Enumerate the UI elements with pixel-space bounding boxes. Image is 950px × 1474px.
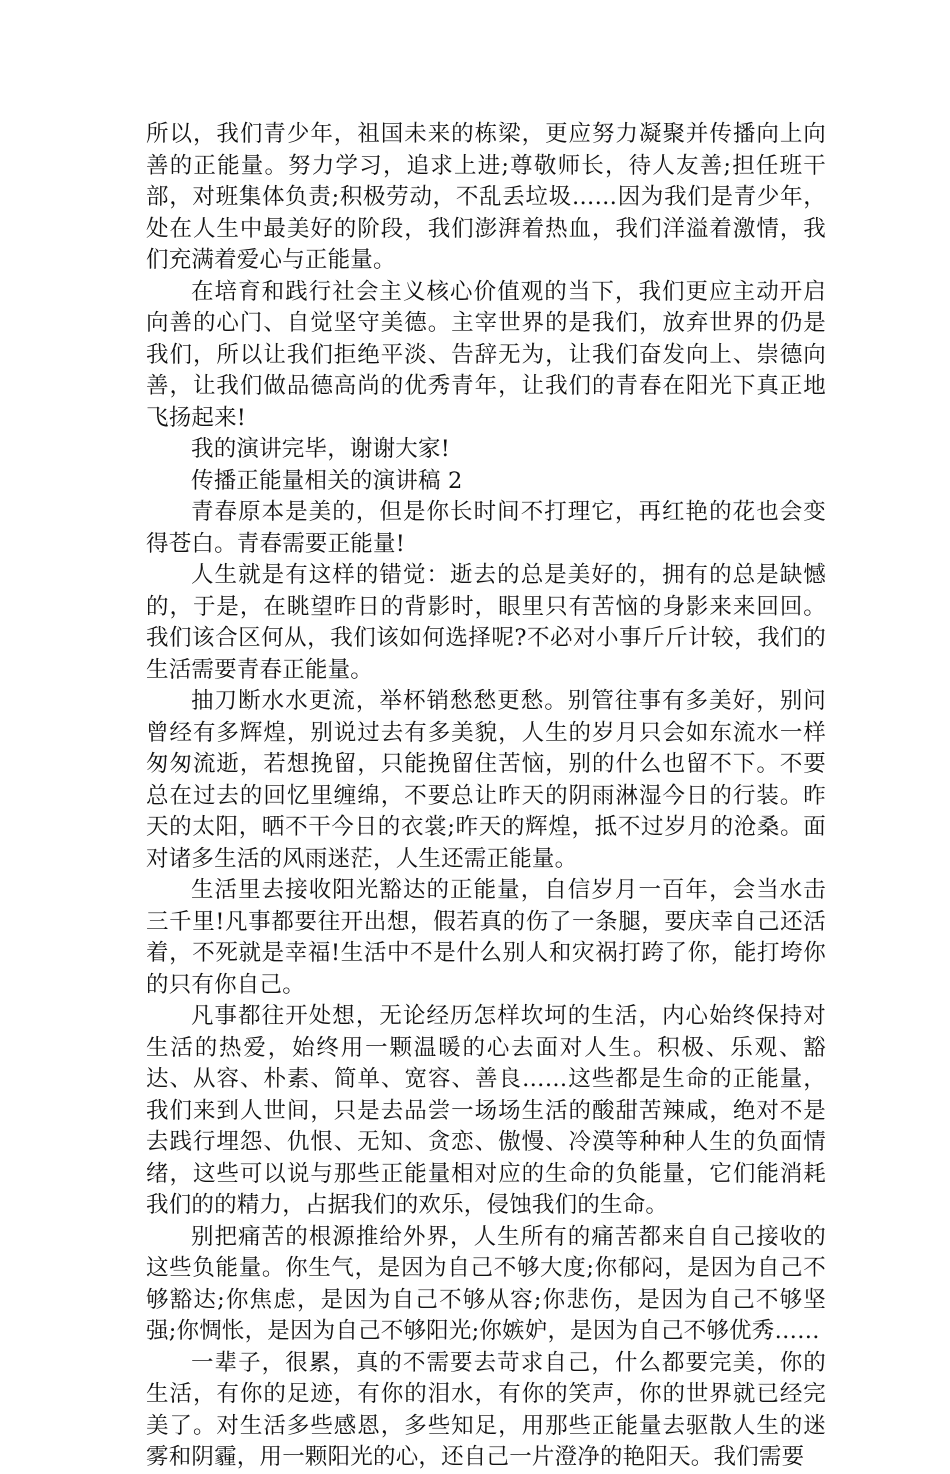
document-page — [146, 119, 826, 1474]
paragraph-2: 在培育和践行社会主义核心价值观的当下，我们更应主动开启向善的心门、自觉坚守美德。主宰世界的是我们，放弃世界的仍是我们，所以让我们拒绝平淡、告辞无为，让我们奋发向上、崇德向善，让我们做品德高尚的优秀青年，让我们的青春在阳光下真正地飞扬起来! — [146, 278, 826, 431]
paragraph-7: 抽刀断水水更流，举杯销愁愁更愁。别管往事有多美好，别问曾经有多辉煌，别说过去有多美貌，人生的岁月只会如东流水一样匆匆流逝，若想挽留，只能挽留住苦恼，别的什么也留不下。不要总在过去的回忆里缠绵，不要总让昨天的阴雨淋湿今日的行装。昨天的太阳，晒不干今日的衣裳;昨天的辉煌，抵不过岁月的沧桑。面对诸多生活的风雨迷茫，人生还需正能量。 — [146, 688, 826, 872]
paragraph-11: 一辈子，很累，真的不需要去苛求自己，什么都要完美，你的生活，有你的足迹，有你的泪水，有你的笑声，你的世界就已经完美了。对生活多些感恩，多些知足，用那些正能量去驱散人生的迷雾和阴霾，用一颗阳光的心，还自己一片澄净的艳阳天。我们需要 — [146, 1349, 826, 1470]
paragraph-8: 生活里去接收阳光豁达的正能量，自信岁月一百年，会当水击三千里!凡事都要往开出想，假若真的伤了一条腿，要庆幸自己还活着，不死就是幸福!生活中不是什么别人和灾祸打跨了你，能打垮你的只有你自己。 — [146, 877, 826, 998]
paragraph-3: 我的演讲完毕，谢谢大家! — [191, 436, 450, 462]
paragraph-10: 别把痛苦的根源推给外界，人生所有的痛苦都来自自己接收的这些负能量。你生气，是因为自己不够大度;你郁闷，是因为自己不够豁达;你焦虑，是因为自己不够从容;你悲伤，是因为自己不够坚强;你惆怅，是因为自己不够阳光;你嫉妒，是因为自己不够优秀…… — [146, 1223, 826, 1344]
paragraph-5: 青春原本是美的，但是你长时间不打理它，再红艳的花也会变得苍白。青春需要正能量! — [146, 499, 826, 557]
paragraph-6: 人生就是有这样的错觉：逝去的总是美好的，拥有的总是缺憾的，于是，在眺望昨日的背影时，眼里只有苦恼的身影来来回回。我们该合区何从，我们该如何选择呢?不必对小事斤斤计较，我们的生活需要青春正能量。 — [146, 562, 826, 683]
section-heading: 传播正能量相关的演讲稿 2 — [191, 467, 463, 494]
paragraph-9: 凡事都往开处想，无论经历怎样坎坷的生活，内心始终保持对生活的热爱，始终用一颗温暖的心去面对人生。积极、乐观、豁达、从容、朴素、简单、宽容、善良……这些都是生命的正能量，我们来到人世间，只是去品尝一场场生活的酸甜苦辣咸，绝对不是去践行埋怨、仇恨、无知、贪恋、傲慢、冷漠等种种人生的负面情绪，这些可以说与那些正能量相对应的生命的负能量，它们能消耗我们的的精力，占据我们的欢乐，侵蚀我们的生命。 — [146, 1003, 826, 1218]
paragraph-1: 所以，我们青少年，祖国未来的栋梁，更应努力凝聚并传播向上向善的正能量。努力学习，追求上进;尊敬师长，待人友善;担任班干部，对班集体负责;积极劳动，不乱丢垃圾……因为我们是青少年，处在人生中最美好的阶段，我们澎湃着热血，我们洋溢着激情，我们充满着爱心与正能量。 — [146, 121, 826, 273]
